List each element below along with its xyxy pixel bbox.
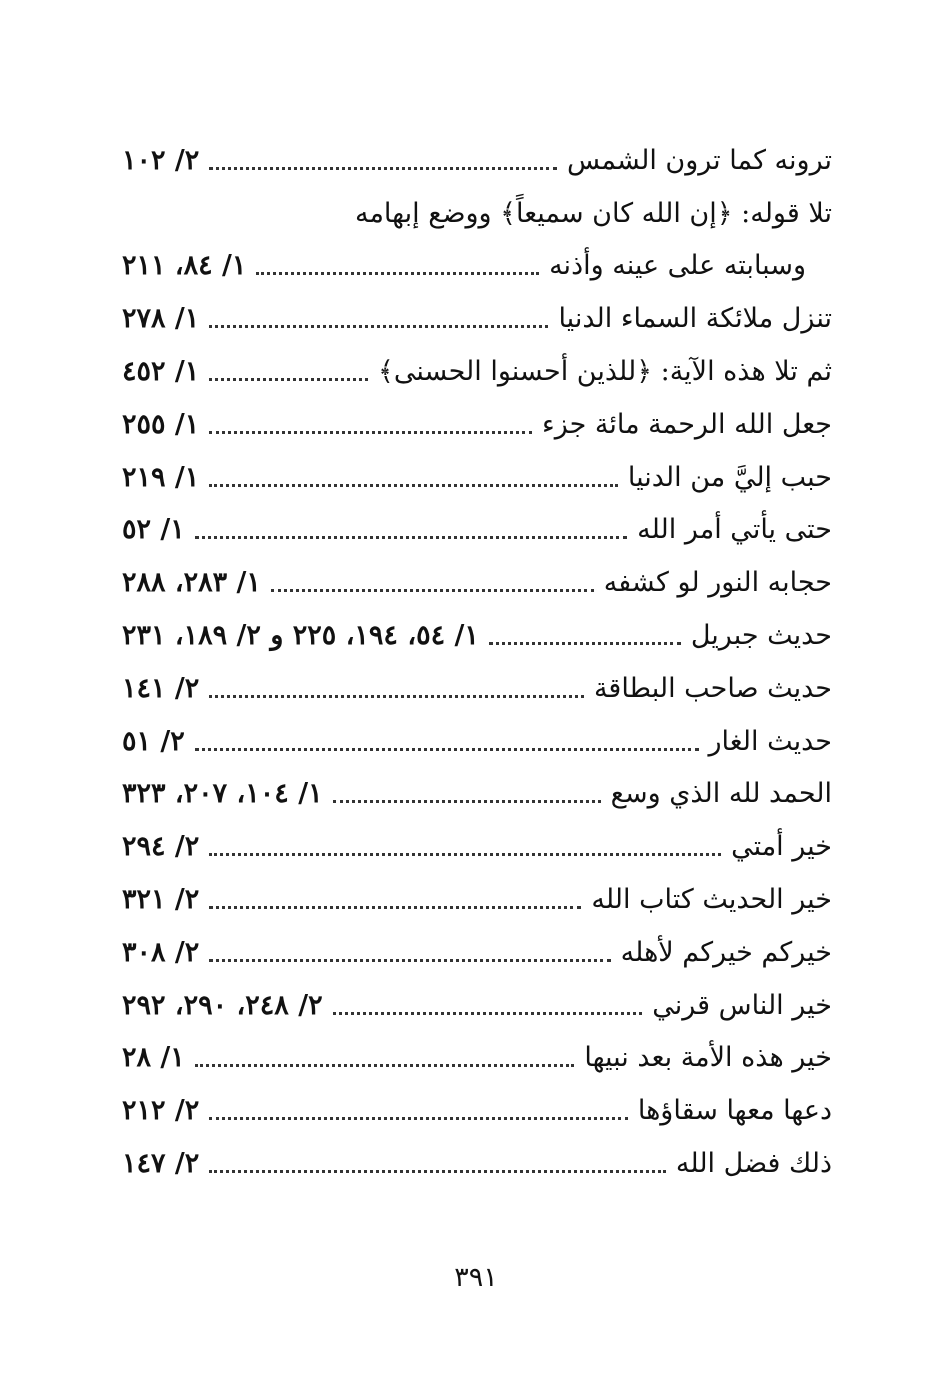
index-entry xyxy=(122,451,832,504)
entry-title: خير الناس قرني xyxy=(652,989,832,1021)
entry-title: الحمد لله الذي وسع xyxy=(610,778,832,810)
entry-references: ٢/ ١٠٢ xyxy=(122,144,200,176)
entry-title: خيركم خيركم لأهله xyxy=(620,936,832,968)
dot-leader xyxy=(195,536,627,539)
index-entry xyxy=(122,1137,832,1190)
dot-leader xyxy=(209,959,610,962)
index-entry xyxy=(122,715,832,768)
dot-leader xyxy=(209,695,584,698)
entry-references: ١/ ٢١٩ xyxy=(122,461,200,493)
dot-leader xyxy=(333,800,601,803)
index-entry xyxy=(122,979,832,1032)
entry-title: دعها معها سقاؤها xyxy=(637,1095,832,1127)
entry-title: حجابه النور لو كشفه xyxy=(603,567,832,599)
dot-leader xyxy=(271,589,594,592)
index-entry xyxy=(122,873,832,926)
entry-references: ٢/ ١٤٧ xyxy=(122,1148,200,1180)
entry-references: ٢/ ٣٠٨ xyxy=(122,936,200,968)
dot-leader xyxy=(209,906,581,909)
dot-leader xyxy=(209,325,548,328)
entry-references: ١/ ٢٧٨ xyxy=(122,303,200,335)
index-entry xyxy=(122,768,832,821)
entry-references: ١/ ٢٥٥ xyxy=(122,408,200,440)
entry-title: ثم تلا هذه الآية: ﴿للذين أحسنوا الحسنى﴾ xyxy=(378,356,832,388)
dot-leader xyxy=(209,431,532,434)
entry-title: جعل الله الرحمة مائة جزء xyxy=(542,408,832,440)
entry-title: وسبابته على عينه وأذنه xyxy=(549,250,806,282)
entry-title: حديث جبريل xyxy=(690,620,832,652)
entry-title: خير هذه الأمة بعد نبيها xyxy=(584,1042,832,1074)
index-entry xyxy=(122,926,832,979)
dot-leader xyxy=(209,484,618,487)
entry-title: تلا قوله: ﴿إن الله كان سميعاً﴾ ووضع إبهامه xyxy=(354,197,832,229)
entry-references: ٢/ ٥١ xyxy=(122,725,185,757)
entry-references: ٢/ ١٤١ xyxy=(122,672,200,704)
index-entry xyxy=(122,609,832,662)
index-entry xyxy=(122,662,832,715)
entry-title: ذلك فضل الله xyxy=(675,1148,832,1180)
dot-leader xyxy=(209,167,557,170)
index-entry xyxy=(122,240,832,293)
entry-references: ١/ ٥٢ xyxy=(122,514,185,546)
entry-references: ١/ ٤٥٢ xyxy=(122,356,200,388)
entry-references: ١/ ٥٤، ١٩٤، ٢٢٥ و ٢/ ١٨٩، ٢٣١ xyxy=(122,620,479,652)
entry-title: ترونه كما ترون الشمس xyxy=(566,144,832,176)
entry-references: ١/ ٢٨ xyxy=(122,1042,185,1074)
entry-references: ١/ ٨٤، ٢١١ xyxy=(122,250,247,282)
dot-leader xyxy=(489,642,681,645)
entry-title: حتى يأتي أمر الله xyxy=(637,514,832,546)
entry-references: ١/ ١٠٤، ٢٠٧، ٣٢٣ xyxy=(122,778,323,810)
index-entry xyxy=(122,820,832,873)
entry-references: ٢/ ٢٩٤ xyxy=(122,831,200,863)
entry-title: حبب إليَّ من الدنيا xyxy=(627,461,832,493)
dot-leader xyxy=(256,272,539,275)
entry-title: حديث الغار xyxy=(708,725,832,757)
entry-references: ٢/ ٣٢١ xyxy=(122,884,200,916)
page-number: ٣٩١ xyxy=(454,1262,498,1293)
dot-leader xyxy=(333,1012,643,1015)
index-entry xyxy=(122,345,832,398)
dot-leader xyxy=(209,853,721,856)
index-entry xyxy=(122,398,832,451)
entry-references: ٢/ ٢١٢ xyxy=(122,1095,200,1127)
dot-leader xyxy=(209,1117,628,1120)
index-list xyxy=(122,134,832,1190)
dot-leader xyxy=(195,748,699,751)
index-entry xyxy=(122,134,832,187)
entry-references: ٢/ ٢٤٨، ٢٩٠، ٢٩٢ xyxy=(122,989,323,1021)
index-entry xyxy=(122,292,832,345)
entry-title: خير الحديث كتاب الله xyxy=(591,884,832,916)
entry-title: حديث صاحب البطاقة xyxy=(593,672,832,704)
entry-title: تنزل ملائكة السماء الدنيا xyxy=(558,303,832,335)
dot-leader xyxy=(209,1170,666,1173)
index-entry xyxy=(122,1032,832,1085)
index-entry xyxy=(122,187,832,240)
dot-leader xyxy=(209,378,368,381)
index-entry xyxy=(122,504,832,557)
dot-leader xyxy=(195,1064,575,1067)
entry-references: ١/ ٢٨٣، ٢٨٨ xyxy=(122,567,261,599)
index-entry xyxy=(122,1084,832,1137)
index-entry xyxy=(122,556,832,609)
entry-title: خير أمتي xyxy=(731,831,832,863)
